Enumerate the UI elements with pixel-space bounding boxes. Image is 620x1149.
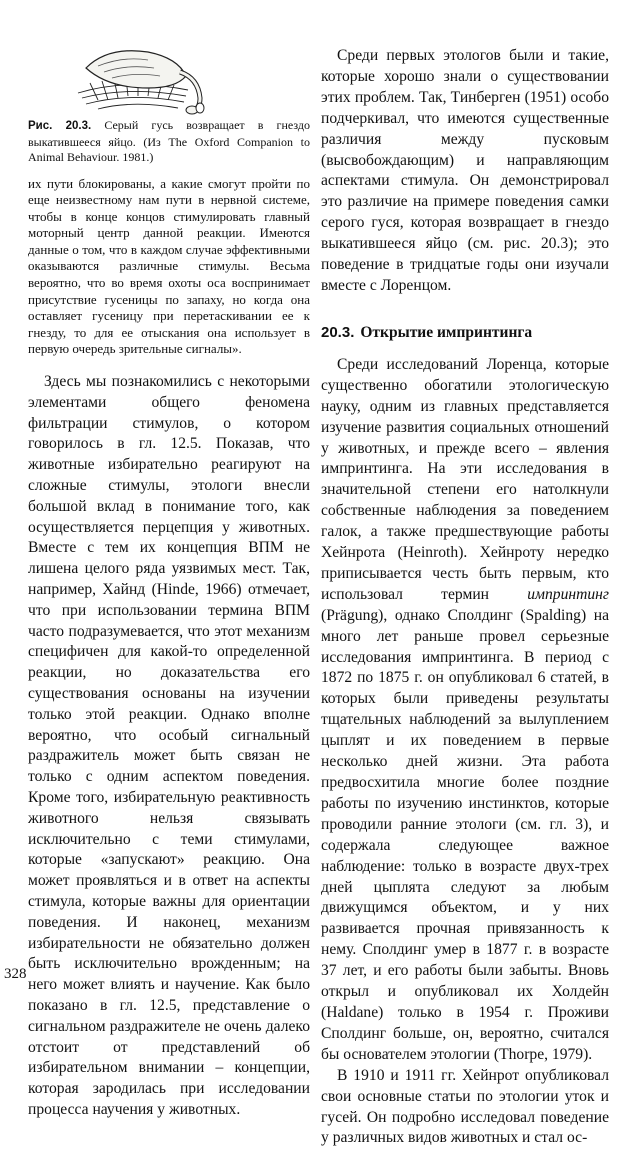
figure-caption-label: Рис. 20.3. xyxy=(28,120,92,132)
left-column xyxy=(28,38,310,1121)
section-title: Открытие импринтинга xyxy=(360,323,533,341)
paragraph-2-part-2: (Prägung), однако Сполдинг (Spalding) на много лет раньше провел серьезные исследования импринтинга. В период с 1872 по 1875 г. он опубликовал 6 статей, в которых были приведены результаты тщательных наблюдений за вылуплением цыплят и их поведением в первые несколько дней жизни. Эта работа предвосхитила многие более поздние работы по изучению инстинктов, которые проводили ранние этологи (см. гл. 3), и содержала следующее важное наблюдение: только в возрасте двух-трех дней цыплята следуют за любым движущимся объектом, и у них развивается прочная привязанность к нему. Сполдинг умер в 1877 г. в возрасте 37 лет, и его работы были забыты. Вновь открыл и опубликовал их Холдейн (Haldane) только в 1954 г. Проживи Сполдинг больше, он, вероятно, считался бы основателем этологии (Thorpe, 1979). xyxy=(321,606,609,1063)
right-paragraph-2 xyxy=(321,355,609,1066)
paragraph-2-part-1: Среди исследований Лоренца, которые существенно обогатили этологическую науку, одним из главных представляется изучение развития социальных отношений у животных, и прежде всего – явления импринтинга. На эти исследования в значительной степени его натолкнули собственные наблюдения за поведением галок, а также предшествующие работы Хейнрота (Heinroth). Хейнроту нередко приписывается честь быть первым, кто использовал термин xyxy=(321,355,609,603)
page-number: 328 xyxy=(4,966,27,982)
figure-caption xyxy=(28,118,310,166)
section-number: 20.3. xyxy=(321,323,355,341)
goose-rolling-egg-illustration xyxy=(68,38,218,118)
figure-caption-text: Серый гусь возвращает в гнездо выкатившееся яйцо. (Из The Oxford Companion to Animal Behaviour. 1981.) xyxy=(28,118,311,164)
section-heading xyxy=(321,323,609,343)
right-paragraph-3: В 1910 и 1911 гг. Хейнрот опубликовал свои основные статьи по этологии уток и гусей. Он подробно исследовал поведение у различных видов животных и стал ос- xyxy=(321,1066,609,1147)
right-column xyxy=(321,46,609,1149)
term-imprinting: импринтинг xyxy=(527,585,609,603)
quote-paragraph: их пути блокированы, а какие смогут пройти по еще неизвестному нам пути в нервной системе, чтобы в конце концов стимулировать главный моторный центр данной реакции. Имеются данные о том, что в каждом случае эффективными оказываются различные стимулы. Весьма вероятно, что во время охоты оса воспринимает присутствие гусеницы по запаху, но когда она оставляет гусеницу при перетаскивании ее к гнезду, то для ее отыскания она использует в первую очередь зрительные сигналы». xyxy=(28,175,310,357)
right-paragraph-1: Среди первых этологов были и такие, которые хорошо знали о существовании этих проблем. Так, Тинберген (1951) особо подчеркивал, что имеются существенные различия между пусковым (высвобождающим) и направляющим аспектами стимула. Он демонстрировал это различие на примере поведения самки серого гуся, которая возвращает в гнездо выкатившееся яйцо (см. рис. 20.3); это поведение в тридцатые годы они изучали вместе с Лоренцом. xyxy=(321,47,609,294)
left-body-paragraph: Здесь мы познакомились с некоторыми элементами общего феномена фильтрации стимулов, о котором говорилось в гл. 12.5. Показав, что животные избирательно реагируют на сложные стимулы, этологи внесли большой вклад в понимание того, как осуществляется перцепция у животных. Вместе с тем их концепция ВПМ не лишена целого ряда уязвимых мест. Так, например, Хайнд (Hinde, 1966) отмечает, что при использовании термина ВПМ часто подразумевается, что этот механизм специфичен для какой-то определенной реакции, но доказательства его существования основаны на изучении только этой реакции. Однако вполне вероятно, что особый сигнальный раздражитель может быть связан не только с одним аспектом поведения. Кроме того, избирательную реактивность животного нельзя связывать исключительно с теми стимулами, которые «запускают» реакцию. Она может проявляться и в ответ на аспекты стимула, которые важны для ориентации поведения. И наконец, механизм избирательности не обязательно должен быть исключительно врожденным; на него может влиять и научение. Как было показано в гл. 12.5, представление о сигнальном раздражителе не очень далеко отстоит от представлений об избирательном внимании – концепции, которая зародилась при исследовании процесса научения у животных. xyxy=(28,373,310,1118)
figure-20-3 xyxy=(28,38,310,118)
